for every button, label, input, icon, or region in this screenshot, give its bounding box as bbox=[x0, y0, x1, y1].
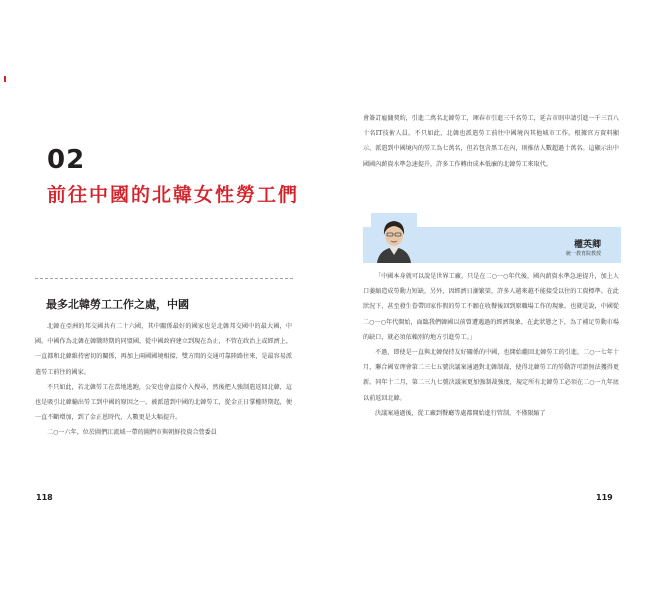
chapter-title: 前往中國的北韓女性勞工們 bbox=[47, 184, 300, 206]
left-page bbox=[0, 0, 327, 609]
section-divider bbox=[35, 278, 293, 279]
paragraph: 二○一六年，位於圖們江流域一帶的圖們市與朝鮮投資合營委員 bbox=[47, 429, 217, 437]
paragraph: 會簽訂雇傭契約，引進二萬名北韓勞工，琿春市引進三千名勞工，延吉市則申請引進一千三百八十名IT技術人員。不只如此，北韓也派遣勞工前往中國境內其他城市工作。根據官方資料顯示，派遣到中國境內的勞工為七萬名，但若包含黑工在內，則推估人數超過十萬名。這顯示出中國國內薪資水準急速提升，許多工作轉由成本低廉的北韓勞工來取代。 bbox=[363, 115, 619, 168]
page-number-right: 119 bbox=[596, 493, 613, 502]
paragraph: 「中國本身就可以說是世界工廠，只是在二○一○年代後，國內薪資水準急速提升，加上人口萎縮造成勞動力短缺，另外，因經濟日漸繁榮，許多人越來越不能接受以往的工資標準。在此狀況下，甚至發生眷帶回家作假的勞工不願在收餐後回到原職場工作的現象。也就是說，中國從二○一○年代開始，面臨我們韓國以前曾遭遇過的經濟現象，在此狀態之下，為了補足勞動市場的缺口，就必須依賴別的地方引進勞工。」 bbox=[363, 273, 619, 341]
section-heading: 最多北韓勞工工作之處，中國 bbox=[46, 298, 189, 311]
paragraph: 決議案通過後，從工廠到餐廳等處都開始進行管制，不僅限縮了 bbox=[375, 409, 546, 417]
left-body-text bbox=[35, 319, 292, 441]
paragraph: 北韓在亞洲的邦交國共有二十六國，其中關係最好的國家也是北韓邦交國中的最大國，中國。中國作為北韓在韓戰時期的同盟國，從中國政府建立到現在為止，不管在政治上或經濟上，一直都和北韓維持密切的關係，再加上兩國國境相接，雙方間的交通可靠陸路往來，是最容易派遣勞工前往的國家。 bbox=[35, 323, 292, 376]
page-number-left: 118 bbox=[36, 493, 53, 502]
paragraph: 不只如此，若北韓勞工在當地逃跑，公安也會直接介入搜尋，然後把人強制遣返回北韓，這也是吸引北韓輸出勞工到中國的原因之一。被派遣到中國的北韓勞工，從金正日掌權時期起，便一直不斷增加，到了金正恩時代，人數更是大幅提升。 bbox=[35, 383, 292, 422]
right-page bbox=[327, 0, 655, 609]
right-top-text bbox=[363, 111, 619, 172]
paragraph: 不過，即使是一直與北韓保持友好關係的中國，也開始繼回北韓勞工的引進，二○一七年十月，聯合國安理會第二三七五號決議案通過對北韓制裁，使得北韓勞工的勞動許可證無法獲得更新。同年十二月，第二三九七號決議案更加強制裁強度，規定所有北韓勞工必須在二○一九年底以前返回北韓。 bbox=[363, 349, 619, 402]
interviewee-profile-box bbox=[363, 227, 621, 263]
edge-mark bbox=[4, 76, 6, 82]
interviewee-name: 權英卿 bbox=[573, 240, 601, 250]
right-body-text bbox=[363, 269, 619, 421]
portrait-photo-icon bbox=[371, 213, 417, 263]
chapter-number: 02 bbox=[47, 145, 86, 175]
interviewee-title: 統一教育院教授 bbox=[565, 251, 601, 257]
